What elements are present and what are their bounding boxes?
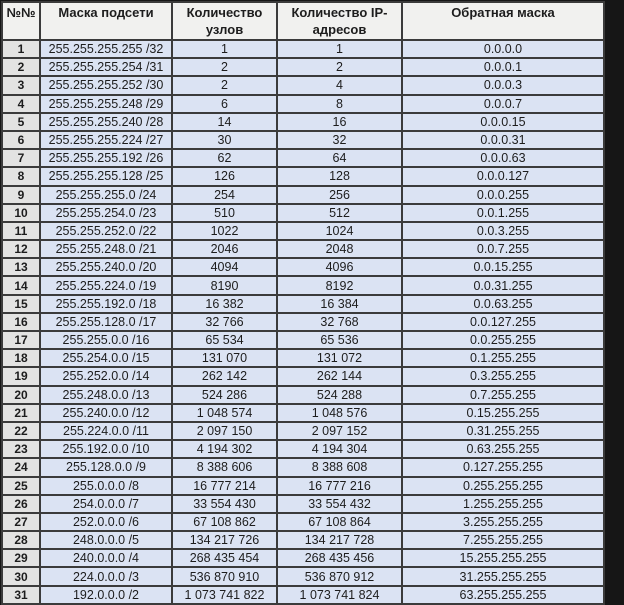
cell-host-count: 2 bbox=[172, 58, 277, 76]
cell-host-count: 536 870 910 bbox=[172, 567, 277, 585]
table-row bbox=[2, 186, 604, 204]
cell-ip-count: 33 554 432 bbox=[277, 495, 402, 513]
cell-row-number: 29 bbox=[2, 549, 40, 567]
cell-ip-count: 4096 bbox=[277, 258, 402, 276]
cell-wildcard-mask: 63.255.255.255 bbox=[402, 586, 604, 604]
table-row bbox=[2, 76, 604, 94]
cell-wildcard-mask: 0.0.0.127 bbox=[402, 167, 604, 185]
cell-subnet-mask: 255.255.255.252 /30 bbox=[40, 76, 172, 94]
cell-subnet-mask: 255.224.0.0 /11 bbox=[40, 422, 172, 440]
cell-ip-count: 8192 bbox=[277, 276, 402, 294]
cell-host-count: 134 217 726 bbox=[172, 531, 277, 549]
cell-ip-count: 1 073 741 824 bbox=[277, 586, 402, 604]
cell-ip-count: 268 435 456 bbox=[277, 549, 402, 567]
cell-ip-count: 67 108 864 bbox=[277, 513, 402, 531]
cell-row-number: 28 bbox=[2, 531, 40, 549]
cell-wildcard-mask: 0.0.0.1 bbox=[402, 58, 604, 76]
cell-subnet-mask: 255.255.254.0 /23 bbox=[40, 204, 172, 222]
cell-wildcard-mask: 0.0.0.15 bbox=[402, 113, 604, 131]
cell-subnet-mask: 255.0.0.0 /8 bbox=[40, 477, 172, 495]
cell-wildcard-mask: 3.255.255.255 bbox=[402, 513, 604, 531]
cell-wildcard-mask: 0.0.0.0 bbox=[402, 40, 604, 58]
cell-row-number: 7 bbox=[2, 149, 40, 167]
cell-subnet-mask: 255.255.224.0 /19 bbox=[40, 276, 172, 294]
cell-wildcard-mask: 31.255.255.255 bbox=[402, 567, 604, 585]
cell-host-count: 1 bbox=[172, 40, 277, 58]
cell-subnet-mask: 255.255.192.0 /18 bbox=[40, 295, 172, 313]
cell-row-number: 15 bbox=[2, 295, 40, 313]
cell-host-count: 67 108 862 bbox=[172, 513, 277, 531]
cell-ip-count: 262 144 bbox=[277, 367, 402, 385]
cell-wildcard-mask: 0.0.15.255 bbox=[402, 258, 604, 276]
cell-ip-count: 2048 bbox=[277, 240, 402, 258]
table-row bbox=[2, 276, 604, 294]
cell-ip-count: 64 bbox=[277, 149, 402, 167]
cell-row-number: 12 bbox=[2, 240, 40, 258]
cell-ip-count: 1 048 576 bbox=[277, 404, 402, 422]
cell-subnet-mask: 255.252.0.0 /14 bbox=[40, 367, 172, 385]
cell-host-count: 2 bbox=[172, 76, 277, 94]
cell-wildcard-mask: 0.0.0.255 bbox=[402, 186, 604, 204]
cell-row-number: 13 bbox=[2, 258, 40, 276]
cell-row-number: 24 bbox=[2, 458, 40, 476]
cell-wildcard-mask: 0.3.255.255 bbox=[402, 367, 604, 385]
cell-ip-count: 16 777 216 bbox=[277, 477, 402, 495]
table-row bbox=[2, 40, 604, 58]
cell-subnet-mask: 255.255.128.0 /17 bbox=[40, 313, 172, 331]
cell-host-count: 2 097 150 bbox=[172, 422, 277, 440]
cell-host-count: 1 073 741 822 bbox=[172, 586, 277, 604]
cell-ip-count: 16 bbox=[277, 113, 402, 131]
table-row bbox=[2, 113, 604, 131]
cell-row-number: 22 bbox=[2, 422, 40, 440]
cell-wildcard-mask: 0.31.255.255 bbox=[402, 422, 604, 440]
cell-wildcard-mask: 0.255.255.255 bbox=[402, 477, 604, 495]
cell-ip-count: 131 072 bbox=[277, 349, 402, 367]
cell-host-count: 33 554 430 bbox=[172, 495, 277, 513]
table-row bbox=[2, 204, 604, 222]
table-row bbox=[2, 586, 604, 604]
cell-subnet-mask: 252.0.0.0 /6 bbox=[40, 513, 172, 531]
cell-wildcard-mask: 0.0.3.255 bbox=[402, 222, 604, 240]
table-row bbox=[2, 331, 604, 349]
cell-ip-count: 8 bbox=[277, 95, 402, 113]
cell-wildcard-mask: 0.0.0.7 bbox=[402, 95, 604, 113]
table-row bbox=[2, 131, 604, 149]
cell-subnet-mask: 255.254.0.0 /15 bbox=[40, 349, 172, 367]
cell-ip-count: 512 bbox=[277, 204, 402, 222]
subnet-mask-table bbox=[1, 1, 605, 605]
cell-row-number: 5 bbox=[2, 113, 40, 131]
cell-wildcard-mask: 0.0.127.255 bbox=[402, 313, 604, 331]
cell-ip-count: 16 384 bbox=[277, 295, 402, 313]
cell-ip-count: 128 bbox=[277, 167, 402, 185]
cell-subnet-mask: 255.255.248.0 /21 bbox=[40, 240, 172, 258]
cell-row-number: 19 bbox=[2, 367, 40, 385]
cell-subnet-mask: 255.255.255.240 /28 bbox=[40, 113, 172, 131]
cell-row-number: 9 bbox=[2, 186, 40, 204]
cell-wildcard-mask: 0.0.7.255 bbox=[402, 240, 604, 258]
cell-host-count: 62 bbox=[172, 149, 277, 167]
cell-ip-count: 1 bbox=[277, 40, 402, 58]
cell-wildcard-mask: 0.127.255.255 bbox=[402, 458, 604, 476]
cell-wildcard-mask: 0.0.0.3 bbox=[402, 76, 604, 94]
cell-ip-count: 4 bbox=[277, 76, 402, 94]
cell-subnet-mask: 254.0.0.0 /7 bbox=[40, 495, 172, 513]
cell-wildcard-mask: 0.0.63.255 bbox=[402, 295, 604, 313]
header-subnet-mask: Маска подсети bbox=[40, 2, 172, 40]
cell-wildcard-mask: 0.1.255.255 bbox=[402, 349, 604, 367]
cell-wildcard-mask: 0.0.255.255 bbox=[402, 331, 604, 349]
cell-host-count: 4 194 302 bbox=[172, 440, 277, 458]
cell-wildcard-mask: 15.255.255.255 bbox=[402, 549, 604, 567]
cell-host-count: 65 534 bbox=[172, 331, 277, 349]
table-row bbox=[2, 386, 604, 404]
cell-row-number: 14 bbox=[2, 276, 40, 294]
cell-subnet-mask: 255.255.255.128 /25 bbox=[40, 167, 172, 185]
table-row bbox=[2, 422, 604, 440]
cell-ip-count: 536 870 912 bbox=[277, 567, 402, 585]
cell-row-number: 23 bbox=[2, 440, 40, 458]
table-row bbox=[2, 258, 604, 276]
table-body bbox=[2, 40, 604, 604]
cell-row-number: 3 bbox=[2, 76, 40, 94]
cell-host-count: 16 777 214 bbox=[172, 477, 277, 495]
cell-subnet-mask: 255.240.0.0 /12 bbox=[40, 404, 172, 422]
header-row bbox=[2, 2, 604, 40]
cell-row-number: 4 bbox=[2, 95, 40, 113]
cell-wildcard-mask: 0.15.255.255 bbox=[402, 404, 604, 422]
cell-row-number: 1 bbox=[2, 40, 40, 58]
cell-ip-count: 1024 bbox=[277, 222, 402, 240]
table-row bbox=[2, 167, 604, 185]
cell-wildcard-mask: 1.255.255.255 bbox=[402, 495, 604, 513]
cell-row-number: 26 bbox=[2, 495, 40, 513]
table-row bbox=[2, 295, 604, 313]
cell-host-count: 32 766 bbox=[172, 313, 277, 331]
cell-subnet-mask: 255.255.0.0 /16 bbox=[40, 331, 172, 349]
cell-ip-count: 8 388 608 bbox=[277, 458, 402, 476]
cell-host-count: 262 142 bbox=[172, 367, 277, 385]
cell-subnet-mask: 255.255.255.224 /27 bbox=[40, 131, 172, 149]
header-row-number: №№ bbox=[2, 2, 40, 40]
cell-wildcard-mask: 0.0.31.255 bbox=[402, 276, 604, 294]
cell-subnet-mask: 192.0.0.0 /2 bbox=[40, 586, 172, 604]
table-row bbox=[2, 549, 604, 567]
cell-host-count: 1022 bbox=[172, 222, 277, 240]
cell-subnet-mask: 255.255.240.0 /20 bbox=[40, 258, 172, 276]
cell-subnet-mask: 255.255.255.254 /31 bbox=[40, 58, 172, 76]
cell-subnet-mask: 248.0.0.0 /5 bbox=[40, 531, 172, 549]
cell-row-number: 30 bbox=[2, 567, 40, 585]
cell-ip-count: 32 768 bbox=[277, 313, 402, 331]
cell-host-count: 2046 bbox=[172, 240, 277, 258]
header-wildcard-mask: Обратная маска bbox=[402, 2, 604, 40]
cell-row-number: 6 bbox=[2, 131, 40, 149]
cell-subnet-mask: 255.128.0.0 /9 bbox=[40, 458, 172, 476]
cell-row-number: 2 bbox=[2, 58, 40, 76]
cell-ip-count: 524 288 bbox=[277, 386, 402, 404]
header-ip-count: Количество IP-адресов bbox=[277, 2, 402, 40]
cell-wildcard-mask: 0.7.255.255 bbox=[402, 386, 604, 404]
cell-host-count: 131 070 bbox=[172, 349, 277, 367]
header-host-count: Количество узлов bbox=[172, 2, 277, 40]
cell-host-count: 1 048 574 bbox=[172, 404, 277, 422]
cell-ip-count: 32 bbox=[277, 131, 402, 149]
cell-host-count: 4094 bbox=[172, 258, 277, 276]
cell-subnet-mask: 255.192.0.0 /10 bbox=[40, 440, 172, 458]
table-row bbox=[2, 240, 604, 258]
table-row bbox=[2, 567, 604, 585]
cell-ip-count: 2 097 152 bbox=[277, 422, 402, 440]
table-row bbox=[2, 95, 604, 113]
cell-row-number: 20 bbox=[2, 386, 40, 404]
cell-subnet-mask: 240.0.0.0 /4 bbox=[40, 549, 172, 567]
cell-host-count: 510 bbox=[172, 204, 277, 222]
cell-row-number: 10 bbox=[2, 204, 40, 222]
cell-host-count: 268 435 454 bbox=[172, 549, 277, 567]
cell-host-count: 6 bbox=[172, 95, 277, 113]
cell-row-number: 25 bbox=[2, 477, 40, 495]
table-row bbox=[2, 495, 604, 513]
table-row bbox=[2, 349, 604, 367]
cell-row-number: 27 bbox=[2, 513, 40, 531]
table-row bbox=[2, 367, 604, 385]
cell-host-count: 8 388 606 bbox=[172, 458, 277, 476]
cell-host-count: 8190 bbox=[172, 276, 277, 294]
cell-row-number: 31 bbox=[2, 586, 40, 604]
cell-wildcard-mask: 0.0.1.255 bbox=[402, 204, 604, 222]
cell-wildcard-mask: 0.0.0.63 bbox=[402, 149, 604, 167]
cell-wildcard-mask: 7.255.255.255 bbox=[402, 531, 604, 549]
cell-host-count: 524 286 bbox=[172, 386, 277, 404]
table-row bbox=[2, 222, 604, 240]
cell-row-number: 11 bbox=[2, 222, 40, 240]
table-row bbox=[2, 404, 604, 422]
cell-subnet-mask: 255.248.0.0 /13 bbox=[40, 386, 172, 404]
cell-host-count: 30 bbox=[172, 131, 277, 149]
table-row bbox=[2, 477, 604, 495]
cell-host-count: 14 bbox=[172, 113, 277, 131]
cell-row-number: 8 bbox=[2, 167, 40, 185]
cell-row-number: 16 bbox=[2, 313, 40, 331]
cell-row-number: 21 bbox=[2, 404, 40, 422]
table-row bbox=[2, 440, 604, 458]
cell-host-count: 254 bbox=[172, 186, 277, 204]
cell-ip-count: 256 bbox=[277, 186, 402, 204]
cell-row-number: 18 bbox=[2, 349, 40, 367]
cell-ip-count: 2 bbox=[277, 58, 402, 76]
cell-ip-count: 4 194 304 bbox=[277, 440, 402, 458]
cell-ip-count: 134 217 728 bbox=[277, 531, 402, 549]
table-row bbox=[2, 458, 604, 476]
cell-row-number: 17 bbox=[2, 331, 40, 349]
table-row bbox=[2, 149, 604, 167]
cell-wildcard-mask: 0.63.255.255 bbox=[402, 440, 604, 458]
cell-ip-count: 65 536 bbox=[277, 331, 402, 349]
cell-subnet-mask: 224.0.0.0 /3 bbox=[40, 567, 172, 585]
cell-subnet-mask: 255.255.255.248 /29 bbox=[40, 95, 172, 113]
cell-subnet-mask: 255.255.255.192 /26 bbox=[40, 149, 172, 167]
cell-subnet-mask: 255.255.255.0 /24 bbox=[40, 186, 172, 204]
table-row bbox=[2, 531, 604, 549]
cell-subnet-mask: 255.255.255.255 /32 bbox=[40, 40, 172, 58]
cell-host-count: 126 bbox=[172, 167, 277, 185]
cell-wildcard-mask: 0.0.0.31 bbox=[402, 131, 604, 149]
cell-subnet-mask: 255.255.252.0 /22 bbox=[40, 222, 172, 240]
table-row bbox=[2, 58, 604, 76]
table-row bbox=[2, 513, 604, 531]
cell-host-count: 16 382 bbox=[172, 295, 277, 313]
table-row bbox=[2, 313, 604, 331]
